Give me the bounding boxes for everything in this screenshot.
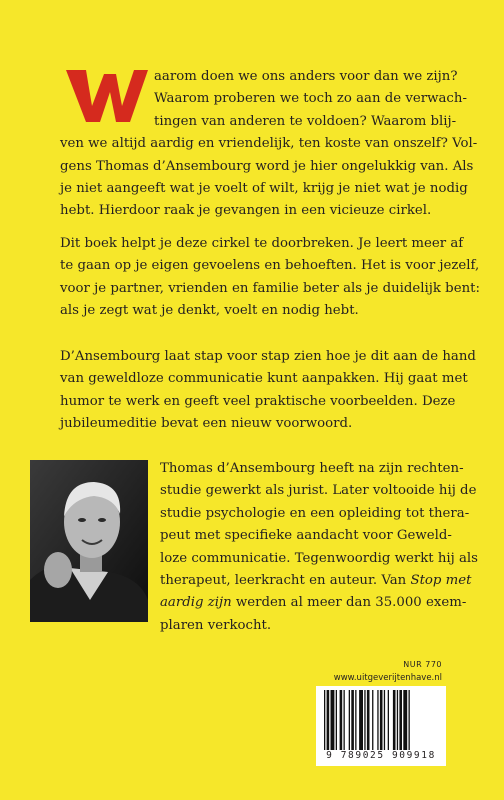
second-paragraph [60,233,480,323]
barcode-bar [367,690,370,750]
text-line: humor te werk en geeft veel praktische voorbeelden. Deze [60,393,456,409]
barcode-bar [409,690,410,750]
text-line: jubileumeditie bevat een nieuw voorwoord. [60,416,353,432]
barcode-bar [327,690,330,750]
barcode-bar [359,690,363,750]
text-line: hebt. Hierdoor raak je gevangen in een vicieuze cirkel. [60,203,432,219]
text-line [160,592,467,614]
text-line: studie gewerkt als jurist. Later voltooide hij de [160,483,477,499]
isbn-barcode [316,686,446,766]
barcode-bar [349,690,350,750]
text-line: Waarom proberen we toch zo aan de verwach- [154,91,467,107]
isbn-number: 9 789025 909918 [326,750,436,761]
barcode-bar [355,690,356,750]
text-line: tingen van anderen te voldoen? Waarom blij- [154,113,457,129]
barcode-bar [399,690,402,750]
text-line: gens Thomas d’Ansembourg word je hier ongelukkig van. Als [60,158,474,174]
text-line: ven we altijd aardig en vriendelijk, ten koste van onszelf? Vol- [60,136,478,152]
third-paragraph [60,346,476,436]
barcode-bar [344,690,345,750]
barcode-bar [372,690,373,750]
text-line: aarom doen we ons anders voor dan we zijn? [154,69,458,84]
text-line: D’Ansembourg laat stap voor stap zien hoe je dit aan de hand [60,349,476,364]
text-line: loze communicatie. Tegenwoordig werkt hij als [160,550,479,566]
barcode-bar [393,690,396,750]
text-line: je niet aangeeft wat je voelt of wilt, krijg je niet wat je nodig [60,181,468,197]
text-line: te gaan op je eigen gevoelens en behoeften. Het is voor jezelf, [60,258,480,274]
barcode-bar [380,690,383,750]
text-segment: werden al meer dan 35.000 exem- [231,595,467,611]
text-line: Dit boek helpt je deze cirkel te doorbreken. Je leert meer af [60,236,464,251]
barcode-bar [331,690,335,750]
barcode-bar [384,690,385,750]
author-bio [160,458,479,637]
author-photo [30,460,148,622]
barcode-bar [336,690,337,750]
barcode-bar [340,690,343,750]
barcode-bar [324,690,325,750]
publisher-website: www.uitgeverijtenhave.nl [333,673,442,683]
book-title-part: aardig zijn [160,595,232,611]
text-line: voor je partner, vrienden en familie beter als je duidelijk bent: [60,280,480,296]
nur-code: NUR 770 [403,660,442,669]
barcode-bar [388,690,389,750]
barcode-bar [403,690,407,750]
barcode-bar [377,690,378,750]
barcode-bars [324,690,438,750]
text-line [160,570,472,592]
book-title-part: Stop met [410,573,472,589]
intro-paragraph [60,66,478,223]
text-line: als je zegt wat je denkt, voelt en nodig hebt. [60,303,359,319]
barcode-bar [364,690,365,750]
text-line: studie psychologie en een opleiding tot thera- [160,505,470,521]
text-line: plaren verkocht. [160,617,272,633]
barcode-bar [351,690,354,750]
barcode-bar [397,690,398,750]
text-line: Thomas d’Ansembourg heeft na zijn rechten- [160,461,464,476]
text-segment: therapeut, leerkracht en auteur. Van [160,573,407,589]
text-line: van geweldloze communicatie kunt aanpakken. Hij gaat met [60,371,468,387]
text-line: peut met specifieke aandacht voor Geweld- [160,528,452,544]
